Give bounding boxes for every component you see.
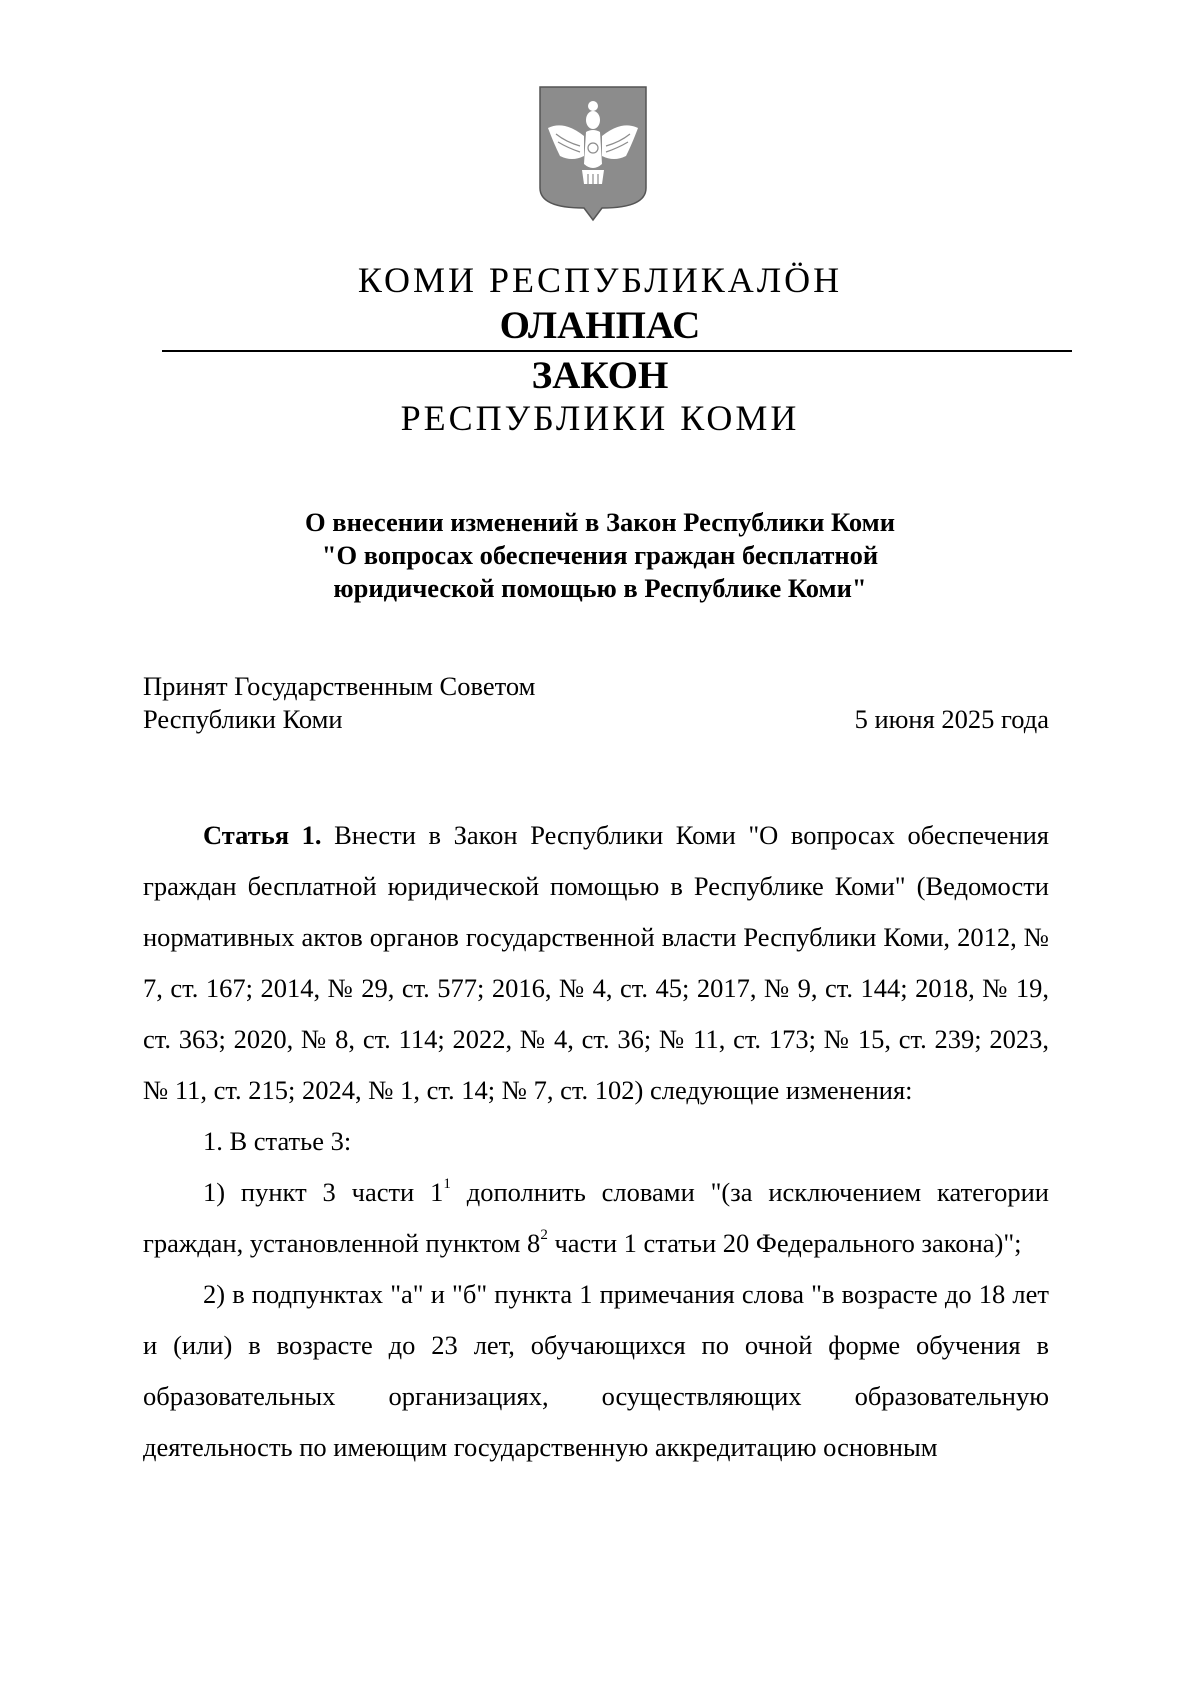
- adoption-block: [143, 670, 1049, 736]
- header-russian-line2: РЕСПУБЛИКИ КОМИ: [400, 398, 800, 438]
- subitem-1-superscript1: 1: [443, 1176, 451, 1193]
- article-1-paragraph: [143, 810, 1049, 1116]
- subitem-2: 2) в подпунктах "а" и "б" пункта 1 примечания слова "в возрасте до 18 лет и (или) в возрасте до 23 лет, обучающихся по очной форме обучения в образовательных организациях, осуществляющих образовательную деятельность по имеющим государственную аккредитацию основным: [143, 1279, 1049, 1462]
- subitem-1: [143, 1167, 1049, 1269]
- subitem-1-part3: части 1 статьи 20 Федерального закона)";: [547, 1228, 1022, 1258]
- header-komi-line2: ОЛАНПАС: [499, 304, 701, 347]
- document-body: [143, 810, 1049, 1473]
- law-title: [200, 506, 1000, 605]
- item-1: 1. В статье 3:: [203, 1126, 352, 1156]
- header-komi-line1: КОМИ РЕСПУБЛИКАЛӦН: [357, 260, 843, 300]
- adoption-date: 5 июня 2025 года: [854, 704, 1049, 734]
- subitem-1-superscript2: 2: [540, 1227, 548, 1244]
- law-title-line1: О внесении изменений в Закон Республики Коми: [305, 507, 895, 537]
- article-1-text: Внести в Закон Республики Коми "О вопросах обеспечения граждан бесплатной юридической помощью в Республике Коми" (Ведомости нормативных актов органов государственной власти Республики Коми, 2012, № 7, ст. 167; 2014, № 29, ст. 577; 2016, № 4, ст. 45; 2017, № 9, ст. 144; 2018, № 19, ст. 363; 2020, № 8, ст. 114; 2022, № 4, ст. 36; № 11, ст. 173; № 15, ст. 239; 2023, № 11, ст. 215; 2024, № 1, ст. 14; № 7, ст. 102) следующие изменения:: [143, 820, 1049, 1105]
- adopted-by-line1: Принят Государственным Советом: [143, 671, 536, 701]
- header-divider: [162, 350, 1072, 352]
- law-title-line2: "О вопросах обеспечения граждан бесплатной: [321, 540, 879, 570]
- subitem-1-part2: дополнить словами "(за исключением категории граждан, установленной пунктом 8: [143, 1177, 1049, 1258]
- subitem-1-part1: 1) пункт 3 части 1: [203, 1177, 444, 1207]
- coat-of-arms-emblem: [536, 84, 650, 224]
- header-russian-line1: ЗАКОН: [531, 354, 669, 397]
- adopted-by-line2: Республики Коми: [143, 704, 343, 734]
- law-title-line3: юридической помощью в Республике Коми": [333, 573, 867, 603]
- article-1-heading: Статья 1.: [203, 820, 322, 850]
